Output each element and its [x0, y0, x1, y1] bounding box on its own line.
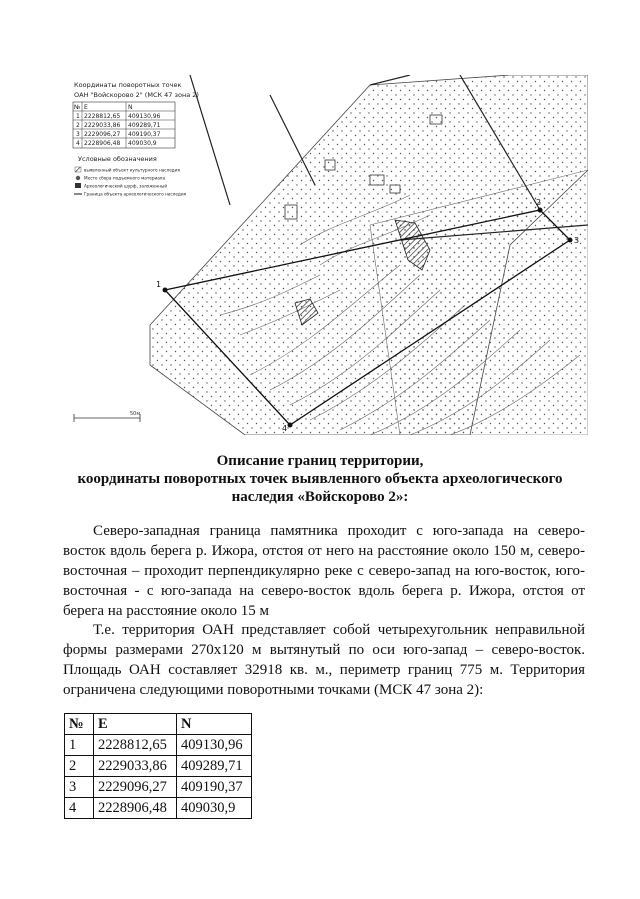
- legend-cell: 2: [76, 122, 80, 129]
- heading-line-2: координаты поворотных точек выявленного объекта археологического: [77, 471, 563, 487]
- legend-cell: 2228906,48: [84, 140, 121, 147]
- legend-title-2: ОАН "Войскорово 2" (МСК 47 зона 2): [74, 91, 199, 99]
- legend-cell: 2229033,86: [84, 122, 121, 129]
- point-label-1: 1: [156, 280, 162, 289]
- legend-symbols-title: Условные обозначения: [78, 155, 157, 163]
- legend-cell: 409190,37: [128, 131, 161, 138]
- legend-title-1: Координаты поворотных точек: [74, 81, 182, 89]
- site-map: [70, 75, 588, 435]
- cell-n: 409289,71: [177, 756, 252, 777]
- coordinates-table: [64, 713, 252, 819]
- table-row: [65, 735, 252, 756]
- legend-coords-table: [73, 102, 175, 148]
- legend-cell: 2229096,27: [84, 131, 121, 138]
- header-num: №: [65, 714, 94, 735]
- header-e: E: [94, 714, 177, 735]
- legend-th-n: N: [128, 104, 133, 111]
- cell-num: 2: [65, 756, 94, 777]
- table-row: [65, 798, 252, 819]
- legend-item-1: выявленный объект культурного наследия: [84, 167, 180, 173]
- legend-symbol-pit-icon: [75, 183, 81, 188]
- point-label-4: 4: [282, 424, 288, 433]
- legend-cell: 409289,71: [128, 122, 161, 129]
- legend-cell: 4: [76, 140, 80, 147]
- cell-n: 409030,9: [177, 798, 252, 819]
- header-n: N: [177, 714, 252, 735]
- legend-item-4: Граница объекта археологического наследия: [84, 191, 187, 197]
- cell-e: 2228812,65: [94, 735, 177, 756]
- legend-item-2: Место сбора подъемного материала: [84, 175, 166, 181]
- scale-bar: [74, 411, 140, 422]
- table-row: [65, 756, 252, 777]
- point-label-2: 2: [536, 198, 542, 207]
- cell-n: 409190,37: [177, 777, 252, 798]
- cell-num: 1: [65, 735, 94, 756]
- point-label-3: 3: [574, 236, 580, 245]
- cell-num: 3: [65, 777, 94, 798]
- map-legend: [73, 81, 199, 197]
- territory-description: Т.е. территория ОАН представляет собой четырехугольник неправильной формы размерами 270х120 м вытянутый по оси юго-запад – северо-восток. Площадь ОАН составляет 32918 кв. м., периметр границ 775 м. Территория ограничена следующими поворотными точками (МСК 47 зона 2):: [63, 622, 585, 698]
- cell-num: 4: [65, 798, 94, 819]
- cell-e: 2229033,86: [94, 756, 177, 777]
- boundary-description: Северо-западная граница памятника проходит с юго-запада на северо-восток вдоль берега р. Ижора, отстоя от него на расстояние около 150 м, северо-восточная – проходит перпендикулярно реке с северо-запад на юго-восток, юго-восточная - с юго-запада на северо-восток вдоль берега р. Ижора, отстоя от берега на расстояние около 15 м: [63, 523, 585, 619]
- cell-n: 409130,96: [177, 735, 252, 756]
- cell-e: 2228906,48: [94, 798, 177, 819]
- legend-th-num: №: [74, 104, 81, 111]
- table-row: [65, 777, 252, 798]
- heading-line-1: Описание границ территории,: [216, 453, 424, 469]
- legend-cell: 1: [76, 113, 80, 120]
- legend-cell: 409030,9: [128, 140, 157, 147]
- legend-cell: 3: [76, 131, 80, 138]
- cell-e: 2229096,27: [94, 777, 177, 798]
- heading-line-3: наследия «Войскорово 2»:: [231, 489, 409, 505]
- section-heading: [60, 452, 580, 506]
- legend-symbol-dot-icon: [76, 176, 80, 180]
- map-drawing: [70, 75, 588, 435]
- legend-items: [74, 167, 187, 197]
- legend-item-3: Археологический шурф, заложенный: [84, 183, 168, 189]
- legend-cell: 2228812,65: [84, 113, 121, 120]
- table-header-row: [65, 714, 252, 735]
- scale-label: 50м: [130, 411, 141, 417]
- legend-cell: 409130,96: [128, 113, 161, 120]
- legend-symbol-hatch-icon: [75, 167, 81, 172]
- legend-th-e: E: [84, 104, 88, 111]
